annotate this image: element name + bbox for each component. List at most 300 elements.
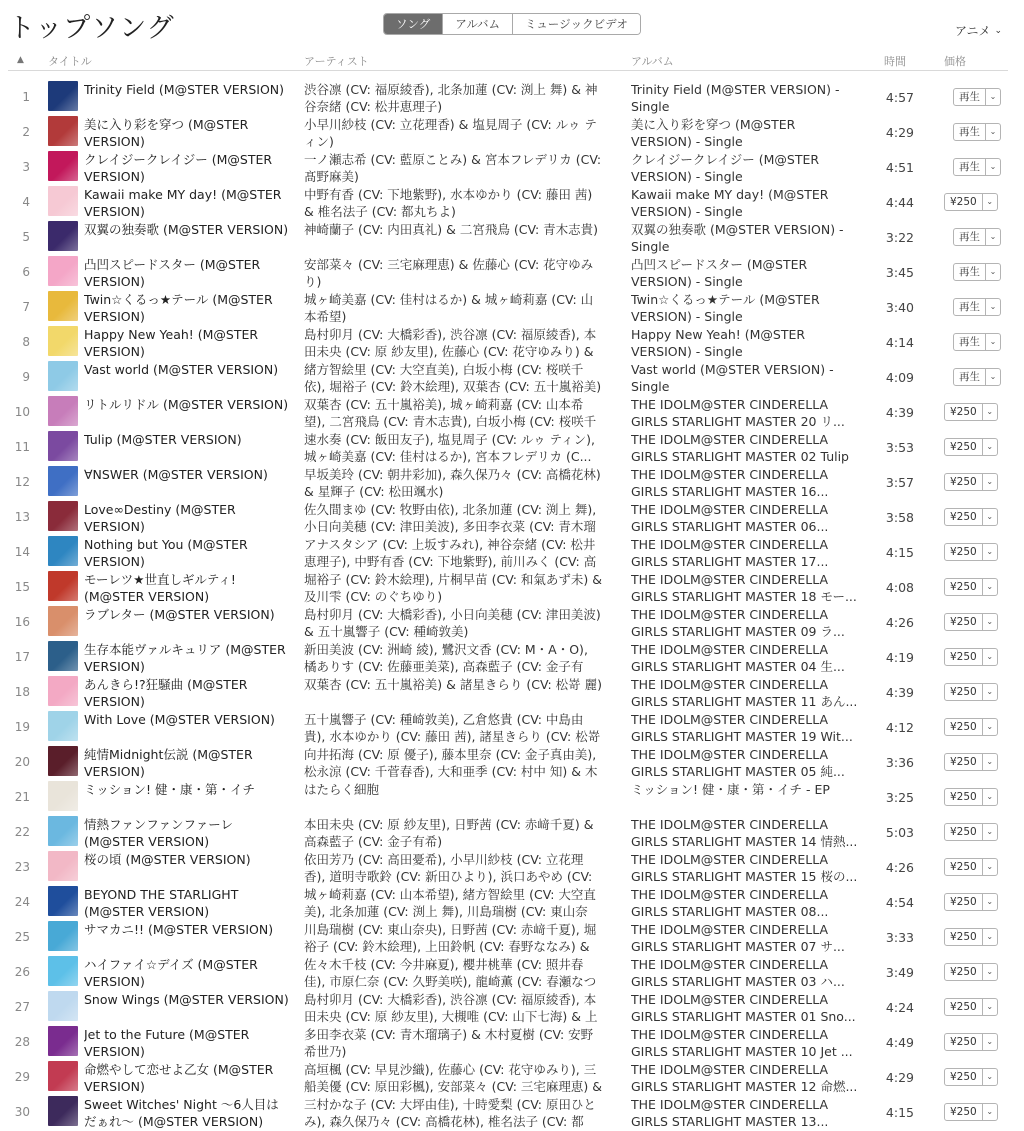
song-artist[interactable]: アナスタシア (CV: 上坂すみれ), 神谷奈緒 (CV: 松井恵理子), 中野有香 (CV: 下地紫野), 前川みく (CV: 高 bbox=[304, 537, 597, 569]
chevron-down-icon[interactable]: ⌄ bbox=[982, 509, 997, 525]
song-artist[interactable]: 一ノ瀬志希 (CV: 藍原ことみ) & 宮本フレデリカ (CV: 髙野麻美) bbox=[304, 152, 602, 184]
song-title[interactable]: サマカニ!! (M@STER VERSION) bbox=[84, 922, 274, 937]
buy-price-button[interactable] bbox=[944, 1068, 998, 1086]
chevron-down-icon[interactable]: ⌄ bbox=[982, 754, 997, 770]
song-row[interactable] bbox=[0, 1025, 1024, 1060]
column-header-time[interactable]: 時間 bbox=[884, 55, 906, 68]
genre-label: アニメ bbox=[955, 24, 991, 38]
song-duration: 4:15 bbox=[885, 1105, 914, 1120]
album-artwork[interactable] bbox=[48, 746, 78, 776]
album-artwork[interactable] bbox=[48, 361, 78, 391]
album-artwork[interactable] bbox=[48, 886, 78, 916]
song-artist[interactable]: 中野有香 (CV: 下地紫野), 水本ゆかり (CV: 藤田 茜) & 椎名法子 (CV: 都丸ちよ) bbox=[304, 187, 593, 219]
song-row[interactable] bbox=[0, 150, 1024, 185]
rank-number: 30 bbox=[14, 1105, 30, 1119]
song-row[interactable] bbox=[0, 430, 1024, 465]
song-album[interactable]: THE IDOLM@STER CINDERELLA GIRLS STARLIGHT MASTER 05 純... bbox=[631, 747, 845, 779]
song-artist[interactable]: 神崎蘭子 (CV: 内田真礼) & 二宮飛鳥 (CV: 青木志貴) bbox=[304, 222, 599, 237]
song-title[interactable]: クレイジークレイジー (M@STER VERSION) bbox=[84, 152, 273, 184]
price-label: ¥250 bbox=[950, 1001, 977, 1013]
chevron-down-icon[interactable]: ⌄ bbox=[982, 929, 997, 945]
album-artwork[interactable] bbox=[48, 1096, 78, 1126]
play-button[interactable] bbox=[953, 158, 1001, 176]
song-row[interactable] bbox=[0, 640, 1024, 675]
song-artist[interactable]: 多田李衣菜 (CV: 青木瑠璃子) & 木村夏樹 (CV: 安野希世乃) bbox=[304, 1027, 594, 1059]
song-title[interactable]: Twin☆くるっ★テール (M@STER VERSION) bbox=[84, 292, 273, 324]
song-artist[interactable]: 五十嵐響子 (CV: 種崎敦美), 乙倉悠貴 (CV: 中島由貴), 水本ゆかり (CV: 藤田 茜), 諸星きらり (CV: 松嵜 bbox=[304, 712, 601, 744]
chevron-down-icon[interactable]: ⌄ bbox=[985, 229, 1000, 245]
price-label: ¥250 bbox=[950, 1106, 977, 1118]
song-title[interactable]: 純情Midnight伝説 (M@STER VERSION) bbox=[84, 747, 253, 779]
song-title[interactable]: ∀NSWER (M@STER VERSION) bbox=[84, 467, 268, 482]
song-title[interactable]: 命燃やして恋せよ乙女 (M@STER VERSION) bbox=[84, 1062, 274, 1094]
song-row[interactable] bbox=[0, 815, 1024, 850]
song-duration: 4:08 bbox=[885, 580, 914, 595]
chevron-down-icon[interactable]: ⌄ bbox=[985, 159, 1000, 175]
buy-price-button[interactable] bbox=[944, 718, 998, 736]
song-artist[interactable]: 依田芳乃 (CV: 高田憂希), 小早川紗枝 (CV: 立花理香), 道明寺歌鈴 (CV: 新田ひより), 浜口あやめ (CV: bbox=[304, 852, 593, 884]
price-label: ¥250 bbox=[950, 931, 977, 943]
price-label: 再生 bbox=[959, 161, 980, 173]
album-artwork[interactable] bbox=[48, 396, 78, 426]
song-artist[interactable]: 向井拓海 (CV: 原 優子), 藤本里奈 (CV: 金子真由美), 松永涼 (CV: 千菅春香), 大和亜季 (CV: 村中 知) & 木 bbox=[304, 747, 598, 779]
play-button[interactable] bbox=[953, 88, 1001, 106]
song-album[interactable]: Trinity Field (M@STER VERSION) - Single bbox=[631, 82, 840, 114]
chevron-down-icon[interactable]: ⌄ bbox=[982, 824, 997, 840]
album-artwork[interactable] bbox=[48, 186, 78, 216]
price-label: ¥250 bbox=[950, 1036, 977, 1048]
price-label: ¥250 bbox=[950, 861, 977, 873]
chevron-down-icon[interactable]: ⌄ bbox=[982, 859, 997, 875]
album-artwork[interactable] bbox=[48, 431, 78, 461]
rank-number: 17 bbox=[14, 650, 30, 664]
song-duration: 3:33 bbox=[885, 930, 914, 945]
song-album[interactable]: Kawaii make MY day! (M@STER VERSION) - Single bbox=[631, 187, 829, 219]
chevron-down-icon[interactable]: ⌄ bbox=[985, 89, 1000, 105]
price-label: ¥250 bbox=[950, 441, 977, 453]
column-header-artist[interactable]: アーティスト bbox=[304, 55, 369, 68]
song-duration: 3:25 bbox=[885, 790, 914, 805]
song-album[interactable]: THE IDOLM@STER CINDERELLA GIRLS STARLIGHT MASTER 09 ラ... bbox=[631, 607, 845, 639]
song-duration: 4:09 bbox=[885, 370, 914, 385]
rank-number: 10 bbox=[14, 405, 30, 419]
song-duration: 4:24 bbox=[885, 1000, 914, 1015]
song-album[interactable]: THE IDOLM@STER CINDERELLA GIRLS STARLIGHT MASTER 17... bbox=[631, 537, 829, 569]
song-artist[interactable]: 緒方智絵里 (CV: 大空直美), 白坂小梅 (CV: 桜咲千依), 堀裕子 (CV: 鈴木絵理), 双葉杏 (CV: 五十嵐裕美) bbox=[304, 362, 602, 394]
song-artist[interactable]: 堀裕子 (CV: 鈴木絵理), 片桐早苗 (CV: 和氣あず未) & 及川雫 (CV: のぐちゆり) bbox=[304, 572, 603, 604]
chevron-down-icon[interactable]: ⌄ bbox=[985, 264, 1000, 280]
song-duration: 4:15 bbox=[885, 545, 914, 560]
song-row[interactable] bbox=[0, 885, 1024, 920]
chevron-down-icon[interactable]: ⌄ bbox=[982, 894, 997, 910]
album-artwork[interactable] bbox=[48, 291, 78, 321]
rank-number: 18 bbox=[14, 685, 30, 699]
buy-price-button[interactable] bbox=[944, 648, 998, 666]
song-row[interactable] bbox=[0, 465, 1024, 500]
song-duration: 4:19 bbox=[885, 650, 914, 665]
chevron-down-icon[interactable]: ⌄ bbox=[982, 684, 997, 700]
album-artwork[interactable] bbox=[48, 81, 78, 111]
song-row[interactable] bbox=[0, 395, 1024, 430]
album-artwork[interactable] bbox=[48, 221, 78, 251]
song-row[interactable] bbox=[0, 605, 1024, 640]
song-artist[interactable]: 城ヶ崎美嘉 (CV: 佳村はるか) & 城ヶ崎莉嘉 (CV: 山本希望) bbox=[304, 292, 594, 324]
song-album[interactable]: クレイジークレイジー (M@STER VERSION) - Single bbox=[631, 152, 820, 184]
price-label: ¥250 bbox=[950, 721, 977, 733]
chevron-down-icon[interactable]: ⌄ bbox=[985, 369, 1000, 385]
song-artist[interactable]: 城ヶ崎莉嘉 (CV: 山本希望), 緒方智絵里 (CV: 大空直美), 北条加蓮 (CV: 渕上 舞), 川島瑞樹 (CV: 東山奈 bbox=[304, 887, 596, 919]
album-artwork[interactable] bbox=[48, 151, 78, 181]
chevron-down-icon[interactable]: ⌄ bbox=[982, 404, 997, 420]
chevron-down-icon[interactable]: ⌄ bbox=[982, 649, 997, 665]
song-title[interactable]: Nothing but You (M@STER VERSION) bbox=[84, 537, 248, 569]
buy-price-button[interactable] bbox=[944, 508, 998, 526]
song-album[interactable]: THE IDOLM@STER CINDERELLA GIRLS STARLIGHT MASTER 12 命燃... bbox=[631, 1062, 858, 1094]
song-title[interactable]: Sweet Witches' Night 〜6人目はだぁれ〜 (M@STER VERSION) bbox=[84, 1097, 279, 1129]
song-row[interactable] bbox=[0, 570, 1024, 605]
song-row[interactable] bbox=[0, 185, 1024, 220]
price-label: ¥250 bbox=[950, 406, 977, 418]
tab-albums[interactable]: アルバム bbox=[442, 14, 512, 34]
song-album[interactable]: THE IDOLM@STER CINDERELLA GIRLS STARLIGHT MASTER 11 あん... bbox=[631, 677, 858, 709]
song-row[interactable] bbox=[0, 1095, 1024, 1130]
song-artist[interactable]: 双葉杏 (CV: 五十嵐裕美) & 諸星きらり (CV: 松嵜 麗) bbox=[304, 677, 603, 692]
sort-ascending-icon[interactable]: ▲ bbox=[17, 55, 24, 65]
song-row[interactable] bbox=[0, 255, 1024, 290]
song-artist[interactable]: 安部菜々 (CV: 三宅麻理恵) & 佐藤心 (CV: 花守ゆみり) bbox=[304, 257, 594, 289]
song-duration: 4:26 bbox=[885, 860, 914, 875]
buy-price-button[interactable] bbox=[944, 438, 998, 456]
buy-price-button[interactable] bbox=[944, 963, 998, 981]
album-artwork[interactable] bbox=[48, 851, 78, 881]
price-label: ¥250 bbox=[950, 966, 977, 978]
song-artist[interactable]: 双葉杏 (CV: 五十嵐裕美), 城ヶ崎莉嘉 (CV: 山本希望), 二宮飛鳥 (CV: 青木志貴), 白坂小梅 (CV: 桜咲千 bbox=[304, 397, 597, 429]
buy-price-button[interactable] bbox=[944, 998, 998, 1016]
price-label: ¥250 bbox=[950, 511, 977, 523]
song-album[interactable]: THE IDOLM@STER CINDERELLA GIRLS STARLIGHT MASTER 15 桜の... bbox=[631, 852, 858, 884]
rank-number: 20 bbox=[14, 755, 30, 769]
song-title[interactable]: 双翼の独奏歌 (M@STER VERSION) bbox=[84, 222, 289, 237]
song-duration: 4:51 bbox=[885, 160, 914, 175]
song-duration: 3:53 bbox=[885, 440, 914, 455]
song-album[interactable]: THE IDOLM@STER CINDERELLA GIRLS STARLIGHT MASTER 02 Tulip bbox=[631, 432, 849, 464]
column-header-title[interactable]: タイトル bbox=[48, 55, 92, 68]
song-row[interactable] bbox=[0, 80, 1024, 115]
buy-price-button[interactable] bbox=[944, 788, 998, 806]
price-label: 再生 bbox=[959, 231, 980, 243]
song-row[interactable] bbox=[0, 360, 1024, 395]
album-artwork[interactable] bbox=[48, 1026, 78, 1056]
chevron-down-icon[interactable]: ⌄ bbox=[982, 789, 997, 805]
song-title[interactable]: ミッション! 健・康・第・イチ bbox=[84, 782, 255, 797]
song-title[interactable]: モーレツ★世直しギルティ! (M@STER VERSION) bbox=[84, 572, 236, 604]
song-artist[interactable]: 高垣楓 (CV: 早見沙織), 佐藤心 (CV: 花守ゆみり), 三船美優 (CV: 原田彩楓), 安部菜々 (CV: 三宅麻理恵) & bbox=[304, 1062, 603, 1094]
chevron-down-icon[interactable]: ⌄ bbox=[982, 194, 997, 210]
song-artist[interactable]: 新田美波 (CV: 洲崎 綾), 鷺沢文香 (CV: M・A・O), 橘ありす (CV: 佐藤亜美菜), 高森藍子 (CV: 金子有 bbox=[304, 642, 588, 674]
song-album[interactable]: Happy New Yeah! (M@STER VERSION) - Single bbox=[631, 327, 806, 359]
tab-music-videos[interactable]: ミュージックビデオ bbox=[512, 14, 640, 34]
media-type-segmented-control bbox=[383, 13, 641, 35]
album-artwork[interactable] bbox=[48, 116, 78, 146]
album-artwork[interactable] bbox=[48, 1061, 78, 1091]
chevron-down-icon: ⌄ bbox=[994, 25, 1002, 36]
album-artwork[interactable] bbox=[48, 606, 78, 636]
price-label: ¥250 bbox=[950, 756, 977, 768]
song-row[interactable] bbox=[0, 290, 1024, 325]
album-artwork[interactable] bbox=[48, 991, 78, 1021]
song-artist[interactable]: 佐々木千枝 (CV: 今井麻夏), 櫻井桃華 (CV: 照井春佳), 市原仁奈 (CV: 久野美咲), 龍崎薫 (CV: 春瀬なつ bbox=[304, 957, 597, 989]
buy-price-button[interactable] bbox=[944, 193, 998, 211]
rank-number: 8 bbox=[22, 335, 30, 349]
rank-number: 26 bbox=[14, 965, 30, 979]
play-button[interactable] bbox=[953, 228, 1001, 246]
song-album[interactable]: Twin☆くるっ★テール (M@STER VERSION) - Single bbox=[631, 292, 820, 324]
song-album[interactable]: THE IDOLM@STER CINDERELLA GIRLS STARLIGHT MASTER 04 生... bbox=[631, 642, 845, 674]
song-title[interactable]: 美に入り彩を穿つ (M@STER VERSION) bbox=[84, 117, 249, 149]
song-row[interactable] bbox=[0, 990, 1024, 1025]
buy-price-button[interactable] bbox=[944, 823, 998, 841]
song-row[interactable] bbox=[0, 115, 1024, 150]
buy-price-button[interactable] bbox=[944, 543, 998, 561]
song-duration: 3:22 bbox=[885, 230, 914, 245]
song-row[interactable] bbox=[0, 325, 1024, 360]
song-album[interactable]: THE IDOLM@STER CINDERELLA GIRLS STARLIGHT MASTER 20 リ... bbox=[631, 397, 845, 429]
song-title[interactable]: Kawaii make MY day! (M@STER VERSION) bbox=[84, 187, 282, 219]
rank-number: 9 bbox=[22, 370, 30, 384]
rank-number: 28 bbox=[14, 1035, 30, 1049]
rank-number: 16 bbox=[14, 615, 30, 629]
song-title[interactable]: 凸凹スピードスター (M@STER VERSION) bbox=[84, 257, 261, 289]
rank-number: 22 bbox=[14, 825, 30, 839]
song-album[interactable]: 美に入り彩を穿つ (M@STER VERSION) - Single bbox=[631, 117, 796, 149]
song-duration: 4:26 bbox=[885, 615, 914, 630]
genre-dropdown[interactable] bbox=[955, 22, 1002, 39]
song-title[interactable]: Jet to the Future (M@STER VERSION) bbox=[84, 1027, 250, 1059]
song-album[interactable]: 凸凹スピードスター (M@STER VERSION) - Single bbox=[631, 257, 808, 289]
album-artwork[interactable] bbox=[48, 571, 78, 601]
chevron-down-icon[interactable]: ⌄ bbox=[982, 964, 997, 980]
album-artwork[interactable] bbox=[48, 711, 78, 741]
song-row[interactable] bbox=[0, 675, 1024, 710]
chevron-down-icon[interactable]: ⌄ bbox=[982, 719, 997, 735]
album-artwork[interactable] bbox=[48, 641, 78, 671]
song-row[interactable] bbox=[0, 745, 1024, 780]
song-album[interactable]: ミッション! 健・康・第・イチ - EP bbox=[631, 782, 830, 797]
song-album[interactable]: THE IDOLM@STER CINDERELLA GIRLS STARLIGHT MASTER 06... bbox=[631, 502, 829, 534]
buy-price-button[interactable] bbox=[944, 473, 998, 491]
price-label: ¥250 bbox=[950, 1071, 977, 1083]
song-title[interactable]: Snow Wings (M@STER VERSION) bbox=[84, 992, 289, 1007]
rank-number: 2 bbox=[22, 125, 30, 139]
rank-number: 7 bbox=[22, 300, 30, 314]
buy-price-button[interactable] bbox=[944, 928, 998, 946]
play-button[interactable] bbox=[953, 298, 1001, 316]
rank-number: 25 bbox=[14, 930, 30, 944]
song-title[interactable]: BEYOND THE STARLIGHT (M@STER VERSION) bbox=[84, 887, 239, 919]
song-artist[interactable]: 小早川紗枝 (CV: 立花理香) & 塩見周子 (CV: ルゥ ティン) bbox=[304, 117, 597, 149]
rank-number: 24 bbox=[14, 895, 30, 909]
price-label: 再生 bbox=[959, 266, 980, 278]
album-artwork[interactable] bbox=[48, 466, 78, 496]
song-artist[interactable]: 島村卯月 (CV: 大橋彩香), 渋谷凛 (CV: 福原綾香), 本田未央 (CV: 原 紗友里), 大槻唯 (CV: 山下七海) & 上 bbox=[304, 992, 598, 1024]
buy-price-button[interactable] bbox=[944, 683, 998, 701]
buy-price-button[interactable] bbox=[944, 753, 998, 771]
song-album[interactable]: THE IDOLM@STER CINDERELLA GIRLS STARLIGHT MASTER 16... bbox=[631, 467, 829, 499]
price-label: ¥250 bbox=[950, 196, 977, 208]
song-album[interactable]: 双翼の独奏歌 (M@STER VERSION) - Single bbox=[631, 222, 844, 254]
album-artwork[interactable] bbox=[48, 326, 78, 356]
song-row[interactable] bbox=[0, 920, 1024, 955]
column-headers bbox=[8, 50, 1008, 71]
song-row[interactable] bbox=[0, 500, 1024, 535]
song-row[interactable] bbox=[0, 535, 1024, 570]
album-artwork[interactable] bbox=[48, 781, 78, 811]
album-artwork[interactable] bbox=[48, 676, 78, 706]
song-album[interactable]: THE IDOLM@STER CINDERELLA GIRLS STARLIGHT MASTER 13... bbox=[631, 1097, 829, 1129]
song-duration: 4:39 bbox=[885, 405, 914, 420]
album-artwork[interactable] bbox=[48, 501, 78, 531]
rank-number: 11 bbox=[14, 440, 30, 454]
song-title[interactable]: あんきら!?狂騒曲 (M@STER VERSION) bbox=[84, 677, 248, 709]
song-title[interactable]: Vast world (M@STER VERSION) bbox=[84, 362, 279, 377]
price-label: 再生 bbox=[959, 91, 980, 103]
column-header-album[interactable]: アルバム bbox=[631, 55, 674, 68]
buy-price-button[interactable] bbox=[944, 1103, 998, 1121]
song-title[interactable]: 情熱ファンファンファーレ (M@STER VERSION) bbox=[84, 817, 234, 849]
chevron-down-icon[interactable]: ⌄ bbox=[985, 299, 1000, 315]
buy-price-button[interactable] bbox=[944, 1033, 998, 1051]
buy-price-button[interactable] bbox=[944, 578, 998, 596]
song-duration: 4:29 bbox=[885, 125, 914, 140]
song-row[interactable] bbox=[0, 955, 1024, 990]
song-row[interactable] bbox=[0, 780, 1024, 815]
song-duration: 3:58 bbox=[885, 510, 914, 525]
song-duration: 3:40 bbox=[885, 300, 914, 315]
album-artwork[interactable] bbox=[48, 816, 78, 846]
song-title[interactable]: リトルリドル (M@STER VERSION) bbox=[84, 397, 289, 412]
song-artist[interactable]: 早坂美玲 (CV: 朝井彩加), 森久保乃々 (CV: 高橋花林) & 星輝子 (CV: 松田颯水) bbox=[304, 467, 601, 499]
price-label: ¥250 bbox=[950, 826, 977, 838]
chevron-down-icon[interactable]: ⌄ bbox=[982, 474, 997, 490]
song-album[interactable]: THE IDOLM@STER CINDERELLA GIRLS STARLIGHT MASTER 10 Jet ... bbox=[631, 1027, 853, 1059]
price-label: ¥250 bbox=[950, 896, 977, 908]
song-artist[interactable]: 佐久間まゆ (CV: 牧野由依), 北条加蓮 (CV: 渕上 舞), 小日向美穂 (CV: 津田美波), 多田李衣菜 (CV: 青木瑠 bbox=[304, 502, 597, 534]
chevron-down-icon[interactable]: ⌄ bbox=[982, 544, 997, 560]
chevron-down-icon[interactable]: ⌄ bbox=[982, 1104, 997, 1120]
rank-number: 5 bbox=[22, 230, 30, 244]
rank-number: 13 bbox=[14, 510, 30, 524]
song-artist[interactable]: 速水奏 (CV: 飯田友子), 塩見周子 (CV: ルゥ ティン), 城ヶ崎美嘉 (CV: 佳村はるか), 宮本フレデリカ (C... bbox=[304, 432, 595, 464]
album-artwork[interactable] bbox=[48, 256, 78, 286]
chevron-down-icon[interactable]: ⌄ bbox=[982, 1069, 997, 1085]
song-title[interactable]: ハイファイ☆デイズ (M@STER VERSION) bbox=[84, 957, 258, 989]
rank-number: 23 bbox=[14, 860, 30, 874]
song-title[interactable]: 桜の頃 (M@STER VERSION) bbox=[84, 852, 251, 867]
price-label: 再生 bbox=[959, 371, 980, 383]
tab-songs[interactable]: ソング bbox=[384, 14, 442, 34]
buy-price-button[interactable] bbox=[944, 403, 998, 421]
song-album[interactable]: THE IDOLM@STER CINDERELLA GIRLS STARLIGHT MASTER 07 サ... bbox=[631, 922, 845, 954]
rank-number: 27 bbox=[14, 1000, 30, 1014]
song-duration: 4:57 bbox=[885, 90, 914, 105]
price-label: ¥250 bbox=[950, 686, 977, 698]
rank-number: 4 bbox=[22, 195, 30, 209]
chevron-down-icon[interactable]: ⌄ bbox=[982, 439, 997, 455]
rank-number: 15 bbox=[14, 580, 30, 594]
song-row[interactable] bbox=[0, 710, 1024, 745]
buy-price-button[interactable] bbox=[944, 613, 998, 631]
price-label: 再生 bbox=[959, 336, 980, 348]
buy-price-button[interactable] bbox=[944, 893, 998, 911]
play-button[interactable] bbox=[953, 333, 1001, 351]
song-artist[interactable]: 本田未央 (CV: 原 紗友里), 日野茜 (CV: 赤﨑千夏) & 高森藍子 (CV: 金子有希) bbox=[304, 817, 594, 849]
price-label: ¥250 bbox=[950, 616, 977, 628]
song-title[interactable]: ラブレター (M@STER VERSION) bbox=[84, 607, 275, 622]
chevron-down-icon[interactable]: ⌄ bbox=[982, 999, 997, 1015]
chevron-down-icon[interactable]: ⌄ bbox=[982, 1034, 997, 1050]
header bbox=[0, 0, 1024, 48]
chevron-down-icon[interactable]: ⌄ bbox=[982, 579, 997, 595]
album-artwork[interactable] bbox=[48, 536, 78, 566]
song-title[interactable]: Love∞Destiny (M@STER VERSION) bbox=[84, 502, 236, 534]
song-title[interactable]: With Love (M@STER VERSION) bbox=[84, 712, 275, 727]
price-label: ¥250 bbox=[950, 546, 977, 558]
song-artist[interactable]: 三村かな子 (CV: 大坪由佳), 十時愛梨 (CV: 原田ひとみ), 森久保乃々 (CV: 高橋花林), 椎名法子 (CV: 都 bbox=[304, 1097, 596, 1129]
price-label: ¥250 bbox=[950, 791, 977, 803]
song-album[interactable]: THE IDOLM@STER CINDERELLA GIRLS STARLIGHT MASTER 08... bbox=[631, 887, 829, 919]
song-title[interactable]: Tulip (M@STER VERSION) bbox=[84, 432, 242, 447]
song-artist[interactable]: はたらく細胞 bbox=[304, 782, 380, 797]
rank-number: 3 bbox=[22, 160, 30, 174]
song-row[interactable] bbox=[0, 1060, 1024, 1095]
play-button[interactable] bbox=[953, 368, 1001, 386]
chevron-down-icon[interactable]: ⌄ bbox=[982, 614, 997, 630]
song-title[interactable]: Trinity Field (M@STER VERSION) bbox=[84, 82, 285, 97]
song-row[interactable] bbox=[0, 220, 1024, 255]
column-header-price[interactable]: 価格 bbox=[944, 55, 966, 68]
rank-number: 19 bbox=[14, 720, 30, 734]
song-artist[interactable]: 渋谷凛 (CV: 福原綾香), 北条加蓮 (CV: 渕上 舞) & 神谷奈緒 (CV: 松井恵理子) bbox=[304, 82, 598, 114]
album-artwork[interactable] bbox=[48, 956, 78, 986]
song-title[interactable]: 生存本能ヴァルキュリア (M@STER VERSION) bbox=[84, 642, 286, 674]
price-label: 再生 bbox=[959, 126, 980, 138]
song-album[interactable]: THE IDOLM@STER CINDERELLA GIRLS STARLIGHT MASTER 14 情熱... bbox=[631, 817, 858, 849]
album-artwork[interactable] bbox=[48, 921, 78, 951]
buy-price-button[interactable] bbox=[944, 858, 998, 876]
song-duration: 3:57 bbox=[885, 475, 914, 490]
song-duration: 4:29 bbox=[885, 1070, 914, 1085]
rank-number: 6 bbox=[22, 265, 30, 279]
song-artist[interactable]: 島村卯月 (CV: 大橋彩香), 小日向美穂 (CV: 津田美波) & 五十嵐響子 (CV: 種崎敦美) bbox=[304, 607, 601, 639]
song-album[interactable]: THE IDOLM@STER CINDERELLA GIRLS STARLIGHT MASTER 01 Sno... bbox=[631, 992, 856, 1024]
song-album[interactable]: THE IDOLM@STER CINDERELLA GIRLS STARLIGHT MASTER 19 Wit... bbox=[631, 712, 853, 744]
song-album[interactable]: Vast world (M@STER VERSION) - Single bbox=[631, 362, 834, 394]
play-button[interactable] bbox=[953, 263, 1001, 281]
song-row[interactable] bbox=[0, 850, 1024, 885]
price-label: ¥250 bbox=[950, 581, 977, 593]
chevron-down-icon[interactable]: ⌄ bbox=[985, 124, 1000, 140]
rank-number: 12 bbox=[14, 475, 30, 489]
song-album[interactable]: THE IDOLM@STER CINDERELLA GIRLS STARLIGHT MASTER 03 ハ... bbox=[631, 957, 845, 989]
play-button[interactable] bbox=[953, 123, 1001, 141]
song-title[interactable]: Happy New Yeah! (M@STER VERSION) bbox=[84, 327, 259, 359]
song-artist[interactable]: 島村卯月 (CV: 大橋彩香), 渋谷凛 (CV: 福原綾香), 本田未央 (CV: 原 紗友里), 佐藤心 (CV: 花守ゆみり) & bbox=[304, 327, 597, 359]
song-duration: 4:54 bbox=[885, 895, 914, 910]
song-album[interactable]: THE IDOLM@STER CINDERELLA GIRLS STARLIGHT MASTER 18 モー... bbox=[631, 572, 857, 604]
song-duration: 4:44 bbox=[885, 195, 914, 210]
chevron-down-icon[interactable]: ⌄ bbox=[985, 334, 1000, 350]
song-artist[interactable]: 川島瑞樹 (CV: 東山奈央), 日野茜 (CV: 赤﨑千夏), 堀裕子 (CV: 鈴木絵理), 上田鈴帆 (CV: 春野ななみ) & bbox=[304, 922, 597, 954]
